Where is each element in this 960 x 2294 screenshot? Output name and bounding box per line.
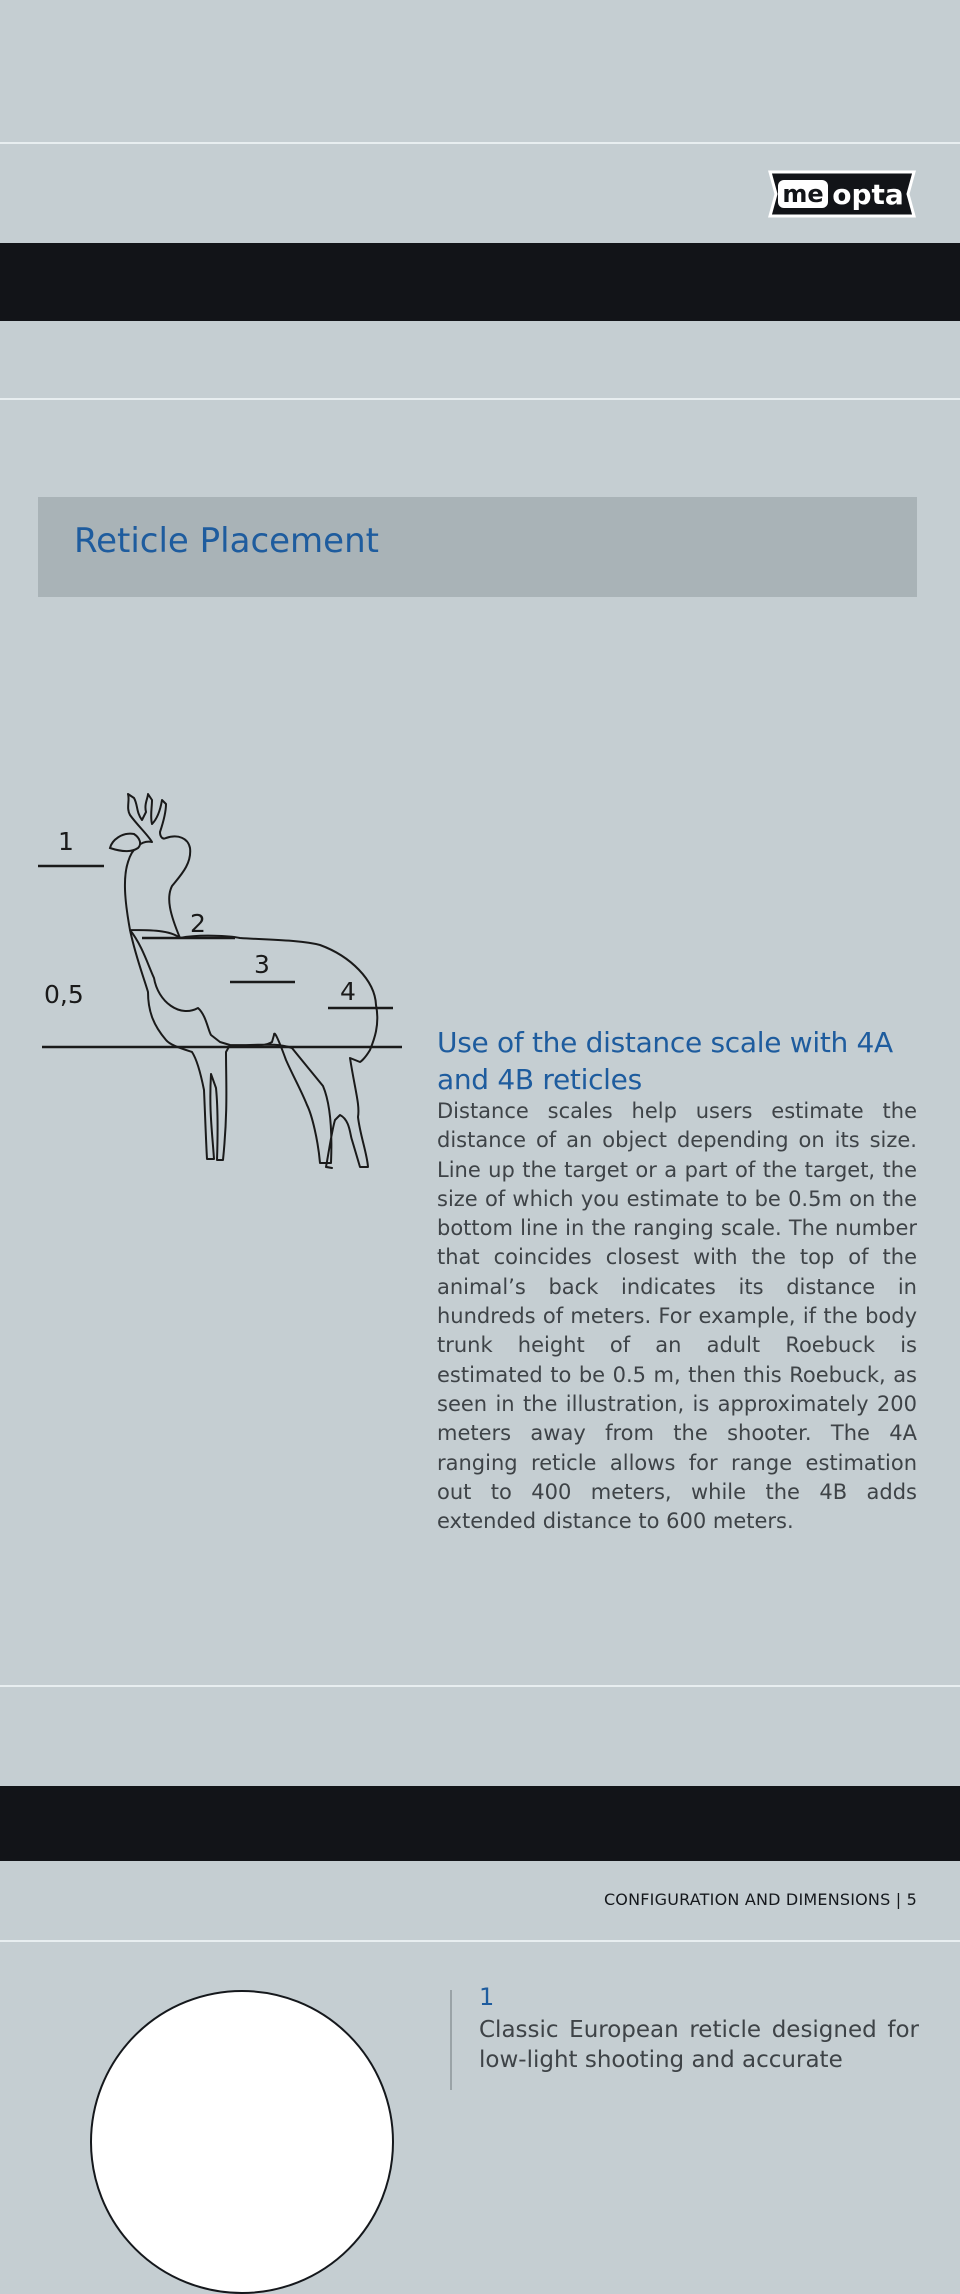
reticle-item-number: 1	[479, 1983, 495, 2011]
article-body: Distance scales help users estimate the distance of an object depending on its size. Line up the target or a part of the target, the size of which you estimate to be 0.5m on the bottom line in the ranging scale. The number that coincides closest with the top of the animal’s back indicates its distance in hundreds of meters. For example, if the body trunk height of an adult Roebuck is estimated to be 0.5 m, then this Roebuck, as seen in the illustration, is approximately 200 meters away from the shooter. The 4A ranging reticle allows for range estimation out to 400 meters, while the 4B adds extended distance to 600 meters.	[437, 1099, 917, 1534]
roebuck-reticle-illustration	[30, 790, 410, 1180]
scale-label-3: 3	[254, 950, 270, 979]
scale-label-1: 1	[58, 827, 74, 856]
roebuck-ear	[110, 834, 140, 851]
scale-label-2: 2	[190, 909, 206, 938]
scale-label-half: 0,5	[44, 980, 84, 1009]
scale-label-4: 4	[340, 977, 356, 1006]
top-dark-band	[0, 243, 960, 321]
svg-text:opta: opta	[832, 178, 904, 211]
svg-text:me: me	[782, 180, 824, 208]
reticle-item-description: Classic European reticle designed for low-light shooting and accurate	[479, 2017, 919, 2073]
roebuck-head	[125, 794, 190, 938]
bottom-dark-band	[0, 1786, 960, 1861]
meopta-logo	[764, 168, 920, 220]
section-title: Reticle Placement	[74, 521, 379, 561]
header-divider	[0, 398, 960, 400]
article-title: Use of the distance scale with 4A and 4B reticles	[437, 1026, 893, 1096]
footer-divider	[0, 1940, 960, 1942]
item-separator	[450, 1990, 452, 2090]
reticle-circle	[90, 1990, 394, 2294]
top-divider	[0, 142, 960, 144]
section-header	[38, 497, 917, 597]
page-footer-label: CONFIGURATION AND DIMENSIONS | 5	[603, 1890, 917, 1909]
bottom-divider	[0, 1685, 960, 1687]
